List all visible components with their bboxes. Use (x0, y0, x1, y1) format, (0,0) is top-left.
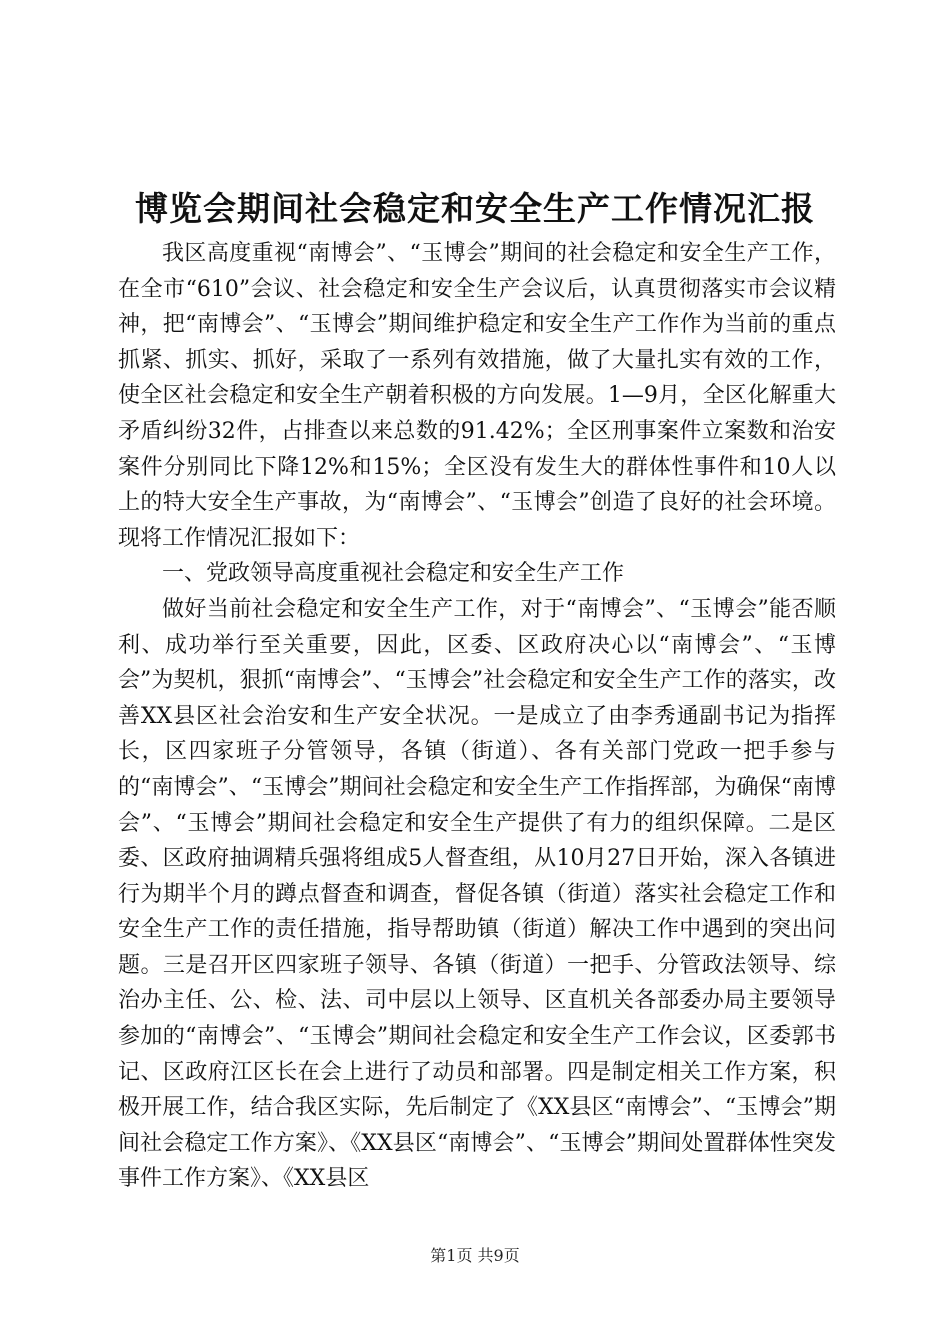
section-heading-1: 一、党政领导高度重视社会稳定和安全生产工作 (162, 561, 625, 587)
document-title: 博览会期间社会稳定和安全生产工作情况汇报 (135, 189, 815, 228)
page-number-footer: 第1页 共9页 (430, 1246, 520, 1265)
paragraph-section-1: 做好当前社会稳定和安全生产工作，对于“南博会”、“玉博会”能否顺利、成功举行至关重要，因此，区委、区政府决心以“南博会”、“玉博会”为契机，狠抓“南博会”、“玉博会”社会稳定和安全生产工作的落实，改善XX县区社会治安和生产安全状况。一是成立了由李秀通副书记为指挥长，区四家班子分管领导，各镇（街道）、各有关部门党政一把手参与的“南博会”、“玉博会”期间社会稳定和安全生产工作指挥部，为确保“南博会”、“玉博会”期间社会稳定和安全生产提供了有力的组织保障。二是区委、区政府抽调精兵强将组成5人督查组，从10月27日开始，深入各镇进行为期半个月的蹲点督查和调查，督促各镇（街道）落实社会稳定工作和安全生产工作的责任措施，指导帮助镇（街道）解决工作中遇到的突出问题。三是召开区四家班子领导、各镇（街道）一把手、分管政法领导、综治办主任、公、检、法、司中层以上领导、区直机关各部委办局主要领导参加的“南博会”、“玉博会”期间社会稳定和安全生产工作会议，区委郭书记、区政府江区长在会上进行了动员和部署。四是制定相关工作方案，积极开展工作，结合我区实际，先后制定了《XX县区“南博会”、“玉博会”期间社会稳定工作方案》、《XX县区“南博会”、“玉博会”期间处置群体性突发事件工作方案》、《XX县区 (118, 596, 836, 1192)
document-body (118, 236, 836, 1197)
paragraph-intro: 我区高度重视“南博会”、“玉博会”期间的社会稳定和安全生产工作，在全市“610”会议、社会稳定和安全生产会议后，认真贯彻落实市会议精神，把“南博会”、“玉博会”期间维护稳定和安全生产工作作为当前的重点抓紧、抓实、抓好，采取了一系列有效措施，做了大量扎实有效的工作，使全区社会稳定和安全生产朝着积极的方向发展。1—9月，全区化解重大矛盾纠纷32件，占排查以来总数的91.42%；全区刑事案件立案数和治安案件分别同比下降12%和15%；全区没有发生大的群体性事件和10人以上的特大安全生产事故，为“南博会”、“玉博会”创造了良好的社会环境。现将工作情况汇报如下： (118, 241, 836, 551)
